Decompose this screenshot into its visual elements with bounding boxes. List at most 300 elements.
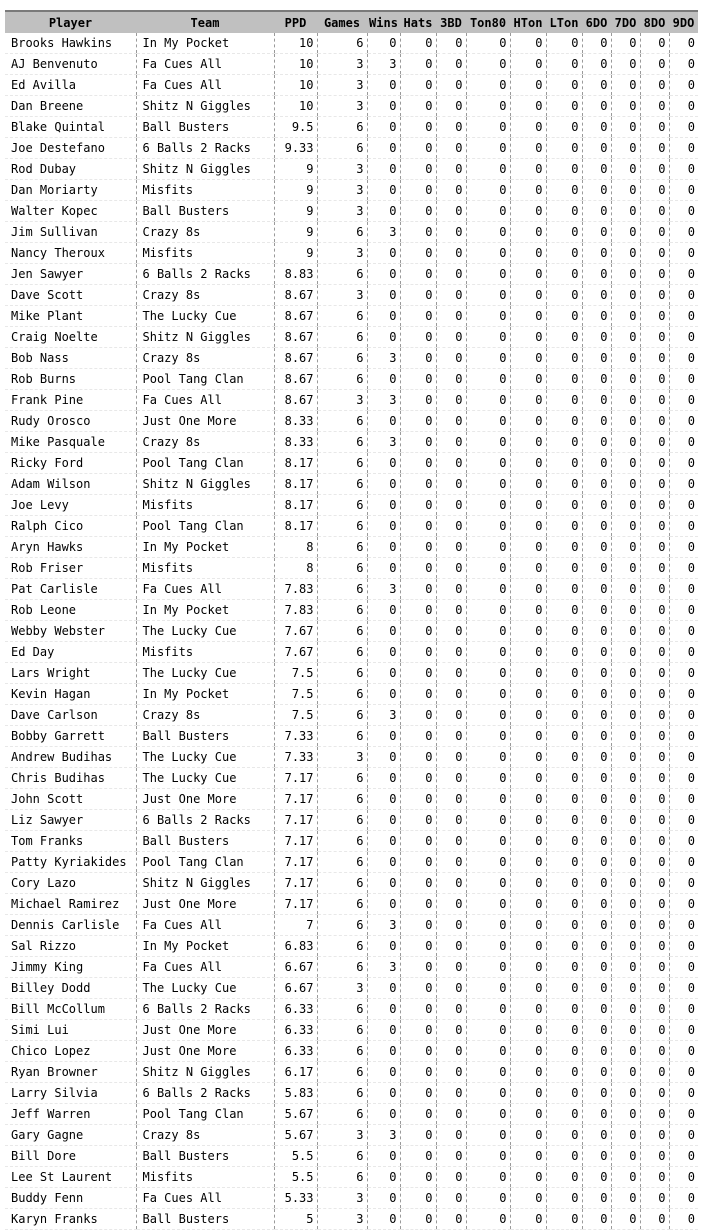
col-header-games[interactable]: Games	[317, 11, 367, 33]
cell-games: 6	[317, 537, 367, 558]
cell-6do: 0	[582, 789, 611, 810]
cell-hton: 0	[510, 1167, 546, 1188]
cell-8do: 0	[640, 117, 669, 138]
cell-games: 6	[317, 726, 367, 747]
cell-ppd: 9	[274, 159, 317, 180]
cell-ppd: 6.83	[274, 936, 317, 957]
col-header-ton80[interactable]: Ton80	[466, 11, 510, 33]
cell-team: Shitz N Giggles	[136, 159, 274, 180]
cell-lton: 0	[546, 243, 582, 264]
cell-6do: 0	[582, 201, 611, 222]
cell-lton: 0	[546, 537, 582, 558]
cell-6do: 0	[582, 768, 611, 789]
cell-8do: 0	[640, 306, 669, 327]
cell-player: Bill Dore	[5, 1146, 136, 1167]
cell-9do: 0	[669, 411, 698, 432]
cell-9do: 0	[669, 642, 698, 663]
col-header-lton[interactable]: LTon	[546, 11, 582, 33]
cell-ppd: 7.17	[274, 894, 317, 915]
cell-9do: 0	[669, 852, 698, 873]
cell-hton: 0	[510, 75, 546, 96]
cell-ton80: 0	[466, 432, 510, 453]
cell-team: Ball Busters	[136, 1209, 274, 1230]
cell-8do: 0	[640, 1209, 669, 1230]
stats-table-container	[5, 10, 698, 1230]
cell-team: In My Pocket	[136, 936, 274, 957]
cell-lton: 0	[546, 264, 582, 285]
cell-hats: 0	[400, 831, 436, 852]
cell-7do: 0	[611, 1209, 640, 1230]
cell-3bd: 0	[436, 180, 466, 201]
cell-hton: 0	[510, 747, 546, 768]
cell-9do: 0	[669, 1041, 698, 1062]
cell-hats: 0	[400, 243, 436, 264]
table-row	[5, 474, 698, 495]
cell-8do: 0	[640, 138, 669, 159]
cell-games: 3	[317, 243, 367, 264]
cell-hats: 0	[400, 747, 436, 768]
cell-hats: 0	[400, 390, 436, 411]
cell-6do: 0	[582, 222, 611, 243]
cell-3bd: 0	[436, 1062, 466, 1083]
cell-player: Nancy Theroux	[5, 243, 136, 264]
cell-ton80: 0	[466, 894, 510, 915]
cell-ton80: 0	[466, 831, 510, 852]
cell-games: 6	[317, 495, 367, 516]
cell-3bd: 0	[436, 537, 466, 558]
cell-hats: 0	[400, 705, 436, 726]
col-header-9do[interactable]: 9DO	[669, 11, 698, 33]
table-row	[5, 558, 698, 579]
cell-ton80: 0	[466, 306, 510, 327]
col-header-wins[interactable]: Wins	[367, 11, 400, 33]
col-header-6do[interactable]: 6DO	[582, 11, 611, 33]
cell-6do: 0	[582, 117, 611, 138]
cell-player: Pat Carlisle	[5, 579, 136, 600]
cell-9do: 0	[669, 222, 698, 243]
cell-8do: 0	[640, 96, 669, 117]
table-row	[5, 600, 698, 621]
cell-games: 6	[317, 474, 367, 495]
cell-8do: 0	[640, 684, 669, 705]
cell-ton80: 0	[466, 495, 510, 516]
cell-3bd: 0	[436, 516, 466, 537]
cell-hats: 0	[400, 474, 436, 495]
col-header-3bd[interactable]: 3BD	[436, 11, 466, 33]
cell-9do: 0	[669, 138, 698, 159]
cell-7do: 0	[611, 327, 640, 348]
cell-ton80: 0	[466, 201, 510, 222]
cell-ton80: 0	[466, 1125, 510, 1146]
col-header-7do[interactable]: 7DO	[611, 11, 640, 33]
cell-3bd: 0	[436, 810, 466, 831]
table-row	[5, 1125, 698, 1146]
cell-ppd: 9.5	[274, 117, 317, 138]
table-row	[5, 1146, 698, 1167]
cell-7do: 0	[611, 180, 640, 201]
cell-6do: 0	[582, 75, 611, 96]
cell-lton: 0	[546, 726, 582, 747]
cell-games: 3	[317, 75, 367, 96]
cell-ton80: 0	[466, 348, 510, 369]
cell-wins: 0	[367, 159, 400, 180]
cell-wins: 0	[367, 831, 400, 852]
cell-3bd: 0	[436, 789, 466, 810]
cell-6do: 0	[582, 1209, 611, 1230]
cell-wins: 0	[367, 264, 400, 285]
col-header-ppd[interactable]: PPD	[274, 11, 317, 33]
cell-ton80: 0	[466, 1041, 510, 1062]
cell-games: 6	[317, 558, 367, 579]
cell-7do: 0	[611, 600, 640, 621]
cell-8do: 0	[640, 537, 669, 558]
cell-lton: 0	[546, 474, 582, 495]
cell-lton: 0	[546, 516, 582, 537]
cell-games: 6	[317, 831, 367, 852]
cell-lton: 0	[546, 894, 582, 915]
cell-ppd: 7.17	[274, 831, 317, 852]
cell-wins: 0	[367, 852, 400, 873]
cell-8do: 0	[640, 873, 669, 894]
cell-wins: 0	[367, 873, 400, 894]
cell-team: The Lucky Cue	[136, 663, 274, 684]
cell-team: Shitz N Giggles	[136, 327, 274, 348]
cell-9do: 0	[669, 306, 698, 327]
cell-hton: 0	[510, 495, 546, 516]
cell-ton80: 0	[466, 957, 510, 978]
cell-3bd: 0	[436, 1125, 466, 1146]
cell-games: 6	[317, 894, 367, 915]
cell-8do: 0	[640, 348, 669, 369]
cell-8do: 0	[640, 1167, 669, 1188]
cell-lton: 0	[546, 432, 582, 453]
cell-player: John Scott	[5, 789, 136, 810]
cell-team: Fa Cues All	[136, 75, 274, 96]
cell-lton: 0	[546, 453, 582, 474]
cell-lton: 0	[546, 936, 582, 957]
cell-ppd: 5.67	[274, 1125, 317, 1146]
table-row	[5, 264, 698, 285]
cell-lton: 0	[546, 978, 582, 999]
cell-wins: 3	[367, 957, 400, 978]
cell-3bd: 0	[436, 1104, 466, 1125]
cell-3bd: 0	[436, 1083, 466, 1104]
cell-6do: 0	[582, 243, 611, 264]
cell-hats: 0	[400, 978, 436, 999]
cell-team: Fa Cues All	[136, 54, 274, 75]
cell-team: Shitz N Giggles	[136, 96, 274, 117]
cell-team: Pool Tang Clan	[136, 453, 274, 474]
cell-games: 6	[317, 33, 367, 54]
cell-9do: 0	[669, 327, 698, 348]
cell-ton80: 0	[466, 768, 510, 789]
cell-team: Misfits	[136, 180, 274, 201]
cell-hton: 0	[510, 201, 546, 222]
cell-hton: 0	[510, 264, 546, 285]
cell-team: Ball Busters	[136, 831, 274, 852]
cell-hats: 0	[400, 306, 436, 327]
cell-player: Dan Breene	[5, 96, 136, 117]
cell-wins: 3	[367, 390, 400, 411]
table-row	[5, 1188, 698, 1209]
cell-games: 6	[317, 600, 367, 621]
col-header-team[interactable]: Team	[136, 11, 274, 33]
cell-games: 6	[317, 222, 367, 243]
cell-hats: 0	[400, 1167, 436, 1188]
table-row	[5, 1167, 698, 1188]
cell-8do: 0	[640, 600, 669, 621]
col-header-8do[interactable]: 8DO	[640, 11, 669, 33]
cell-9do: 0	[669, 369, 698, 390]
cell-lton: 0	[546, 96, 582, 117]
cell-9do: 0	[669, 768, 698, 789]
cell-8do: 0	[640, 369, 669, 390]
cell-team: Just One More	[136, 1020, 274, 1041]
cell-7do: 0	[611, 96, 640, 117]
cell-ton80: 0	[466, 327, 510, 348]
cell-games: 6	[317, 1167, 367, 1188]
table-row	[5, 138, 698, 159]
cell-hats: 0	[400, 264, 436, 285]
cell-hton: 0	[510, 348, 546, 369]
cell-9do: 0	[669, 936, 698, 957]
cell-6do: 0	[582, 33, 611, 54]
table-row	[5, 621, 698, 642]
cell-3bd: 0	[436, 663, 466, 684]
cell-7do: 0	[611, 1020, 640, 1041]
cell-games: 3	[317, 201, 367, 222]
cell-wins: 0	[367, 180, 400, 201]
cell-hats: 0	[400, 537, 436, 558]
cell-games: 3	[317, 159, 367, 180]
cell-ppd: 8.67	[274, 348, 317, 369]
cell-ppd: 7.17	[274, 873, 317, 894]
cell-games: 3	[317, 54, 367, 75]
cell-team: Misfits	[136, 495, 274, 516]
cell-player: Rob Friser	[5, 558, 136, 579]
cell-9do: 0	[669, 894, 698, 915]
cell-6do: 0	[582, 873, 611, 894]
cell-player: Dan Moriarty	[5, 180, 136, 201]
cell-team: Pool Tang Clan	[136, 1104, 274, 1125]
cell-3bd: 0	[436, 1167, 466, 1188]
cell-hats: 0	[400, 516, 436, 537]
cell-ppd: 7.67	[274, 621, 317, 642]
cell-games: 6	[317, 1062, 367, 1083]
col-header-hton[interactable]: HTon	[510, 11, 546, 33]
cell-lton: 0	[546, 600, 582, 621]
cell-ppd: 6.67	[274, 978, 317, 999]
cell-hats: 0	[400, 684, 436, 705]
cell-9do: 0	[669, 1125, 698, 1146]
table-row	[5, 978, 698, 999]
cell-wins: 0	[367, 1209, 400, 1230]
table-row	[5, 642, 698, 663]
cell-hats: 0	[400, 936, 436, 957]
cell-team: The Lucky Cue	[136, 747, 274, 768]
cell-wins: 0	[367, 1167, 400, 1188]
cell-6do: 0	[582, 432, 611, 453]
cell-lton: 0	[546, 1020, 582, 1041]
cell-team: Ball Busters	[136, 726, 274, 747]
cell-3bd: 0	[436, 831, 466, 852]
cell-9do: 0	[669, 726, 698, 747]
cell-player: Ed Day	[5, 642, 136, 663]
cell-wins: 3	[367, 915, 400, 936]
cell-ton80: 0	[466, 1104, 510, 1125]
cell-7do: 0	[611, 789, 640, 810]
cell-wins: 3	[367, 54, 400, 75]
cell-ppd: 7.67	[274, 642, 317, 663]
cell-8do: 0	[640, 159, 669, 180]
table-row	[5, 348, 698, 369]
cell-6do: 0	[582, 705, 611, 726]
cell-hats: 0	[400, 159, 436, 180]
cell-player: Jen Sawyer	[5, 264, 136, 285]
cell-3bd: 0	[436, 915, 466, 936]
cell-player: Bill McCollum	[5, 999, 136, 1020]
cell-lton: 0	[546, 75, 582, 96]
cell-ppd: 10	[274, 75, 317, 96]
table-row	[5, 285, 698, 306]
cell-games: 6	[317, 957, 367, 978]
player-stats-table	[5, 10, 698, 1230]
col-header-hats[interactable]: Hats	[400, 11, 436, 33]
cell-8do: 0	[640, 789, 669, 810]
cell-games: 6	[317, 1020, 367, 1041]
cell-wins: 0	[367, 495, 400, 516]
cell-hton: 0	[510, 1125, 546, 1146]
table-row	[5, 810, 698, 831]
cell-ton80: 0	[466, 1209, 510, 1230]
cell-ppd: 6.33	[274, 1041, 317, 1062]
cell-team: Misfits	[136, 642, 274, 663]
cell-lton: 0	[546, 495, 582, 516]
cell-lton: 0	[546, 1041, 582, 1062]
cell-games: 6	[317, 411, 367, 432]
cell-ton80: 0	[466, 579, 510, 600]
cell-lton: 0	[546, 54, 582, 75]
cell-ppd: 7	[274, 915, 317, 936]
cell-games: 6	[317, 117, 367, 138]
cell-lton: 0	[546, 789, 582, 810]
cell-ton80: 0	[466, 537, 510, 558]
cell-lton: 0	[546, 873, 582, 894]
cell-ppd: 8	[274, 558, 317, 579]
cell-player: Walter Kopec	[5, 201, 136, 222]
cell-6do: 0	[582, 537, 611, 558]
table-row	[5, 852, 698, 873]
cell-8do: 0	[640, 852, 669, 873]
cell-hton: 0	[510, 726, 546, 747]
cell-games: 6	[317, 915, 367, 936]
cell-player: Simi Lui	[5, 1020, 136, 1041]
cell-ppd: 6.33	[274, 999, 317, 1020]
cell-lton: 0	[546, 579, 582, 600]
cell-6do: 0	[582, 621, 611, 642]
cell-3bd: 0	[436, 75, 466, 96]
cell-hats: 0	[400, 810, 436, 831]
table-row	[5, 663, 698, 684]
cell-7do: 0	[611, 201, 640, 222]
cell-7do: 0	[611, 894, 640, 915]
cell-6do: 0	[582, 180, 611, 201]
cell-wins: 0	[367, 411, 400, 432]
cell-6do: 0	[582, 285, 611, 306]
cell-6do: 0	[582, 663, 611, 684]
cell-wins: 0	[367, 600, 400, 621]
cell-player: Rudy Orosco	[5, 411, 136, 432]
cell-8do: 0	[640, 75, 669, 96]
cell-team: Misfits	[136, 1167, 274, 1188]
cell-hats: 0	[400, 1104, 436, 1125]
cell-wins: 0	[367, 285, 400, 306]
cell-ton80: 0	[466, 852, 510, 873]
cell-hton: 0	[510, 768, 546, 789]
cell-games: 3	[317, 285, 367, 306]
cell-7do: 0	[611, 999, 640, 1020]
cell-team: Fa Cues All	[136, 915, 274, 936]
cell-8do: 0	[640, 516, 669, 537]
cell-wins: 3	[367, 432, 400, 453]
cell-hton: 0	[510, 327, 546, 348]
cell-6do: 0	[582, 600, 611, 621]
cell-9do: 0	[669, 33, 698, 54]
cell-lton: 0	[546, 1146, 582, 1167]
cell-7do: 0	[611, 747, 640, 768]
cell-player: Ralph Cico	[5, 516, 136, 537]
cell-8do: 0	[640, 180, 669, 201]
col-header-player[interactable]: Player	[5, 11, 136, 33]
cell-ton80: 0	[466, 96, 510, 117]
cell-lton: 0	[546, 831, 582, 852]
cell-ton80: 0	[466, 705, 510, 726]
cell-7do: 0	[611, 558, 640, 579]
cell-team: 6 Balls 2 Racks	[136, 810, 274, 831]
cell-8do: 0	[640, 747, 669, 768]
cell-6do: 0	[582, 558, 611, 579]
cell-6do: 0	[582, 1104, 611, 1125]
cell-player: AJ Benvenuto	[5, 54, 136, 75]
cell-6do: 0	[582, 894, 611, 915]
cell-6do: 0	[582, 495, 611, 516]
table-row	[5, 684, 698, 705]
cell-ton80: 0	[466, 138, 510, 159]
cell-hats: 0	[400, 201, 436, 222]
cell-3bd: 0	[436, 852, 466, 873]
cell-team: Ball Busters	[136, 117, 274, 138]
cell-6do: 0	[582, 453, 611, 474]
cell-games: 6	[317, 642, 367, 663]
cell-player: Liz Sawyer	[5, 810, 136, 831]
cell-hton: 0	[510, 285, 546, 306]
cell-8do: 0	[640, 1146, 669, 1167]
cell-ppd: 9	[274, 222, 317, 243]
cell-player: Dave Scott	[5, 285, 136, 306]
cell-3bd: 0	[436, 747, 466, 768]
cell-ppd: 6.17	[274, 1062, 317, 1083]
cell-7do: 0	[611, 1167, 640, 1188]
cell-hats: 0	[400, 600, 436, 621]
cell-player: Jimmy King	[5, 957, 136, 978]
cell-6do: 0	[582, 264, 611, 285]
cell-8do: 0	[640, 1083, 669, 1104]
cell-games: 6	[317, 999, 367, 1020]
cell-6do: 0	[582, 1041, 611, 1062]
cell-hats: 0	[400, 894, 436, 915]
cell-9do: 0	[669, 1083, 698, 1104]
cell-3bd: 0	[436, 936, 466, 957]
